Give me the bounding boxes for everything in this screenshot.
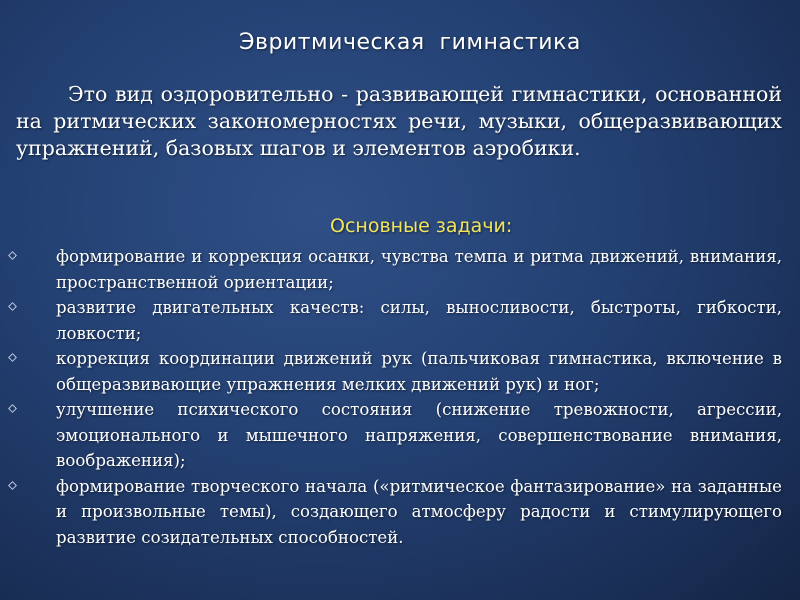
hollow-diamond-icon xyxy=(8,251,17,260)
task-item xyxy=(0,295,800,346)
tasks-list xyxy=(0,244,800,550)
slide-title: Эвритмическая гимнастика xyxy=(239,30,581,55)
task-text: развитие двигательных качеств: силы, выносливости, быстроты, гибкости, ловкости; xyxy=(56,298,782,343)
task-item xyxy=(0,397,800,474)
tasks-subtitle: Основные задачи: xyxy=(330,215,513,237)
task-text: формирование творческого начала («ритмическое фантазирование» на заданные и произвольные темы), создающего атмосферу радости и стимулирующего развитие созидательных способностей. xyxy=(56,476,782,547)
task-item xyxy=(0,346,800,397)
task-text: улучшение психического состояния (снижение тревожности, агрессии, эмоционального и мышечного напряжения, совершенствование внимания, воображения); xyxy=(56,400,782,470)
hollow-diamond-icon xyxy=(8,302,17,311)
hollow-diamond-icon xyxy=(8,481,17,490)
task-text: коррекция координации движений рук (пальчиковая гимнастика, включение в общеразвивающие упражнения мелких движений рук) и ног; xyxy=(56,349,782,394)
intro-paragraph: Это вид оздоровительно - развивающей гимнастики, основанной на ритмических закономерностях речи, музыки, общеразвивающих упражнений, базовых шагов и элементов аэробики. xyxy=(16,82,782,160)
task-item xyxy=(0,474,800,551)
task-text: формирование и коррекция осанки, чувства темпа и ритма движений, внимания, пространственной ориентации; xyxy=(56,247,782,292)
task-item xyxy=(0,244,800,295)
hollow-diamond-icon xyxy=(8,404,17,413)
hollow-diamond-icon xyxy=(8,353,17,362)
